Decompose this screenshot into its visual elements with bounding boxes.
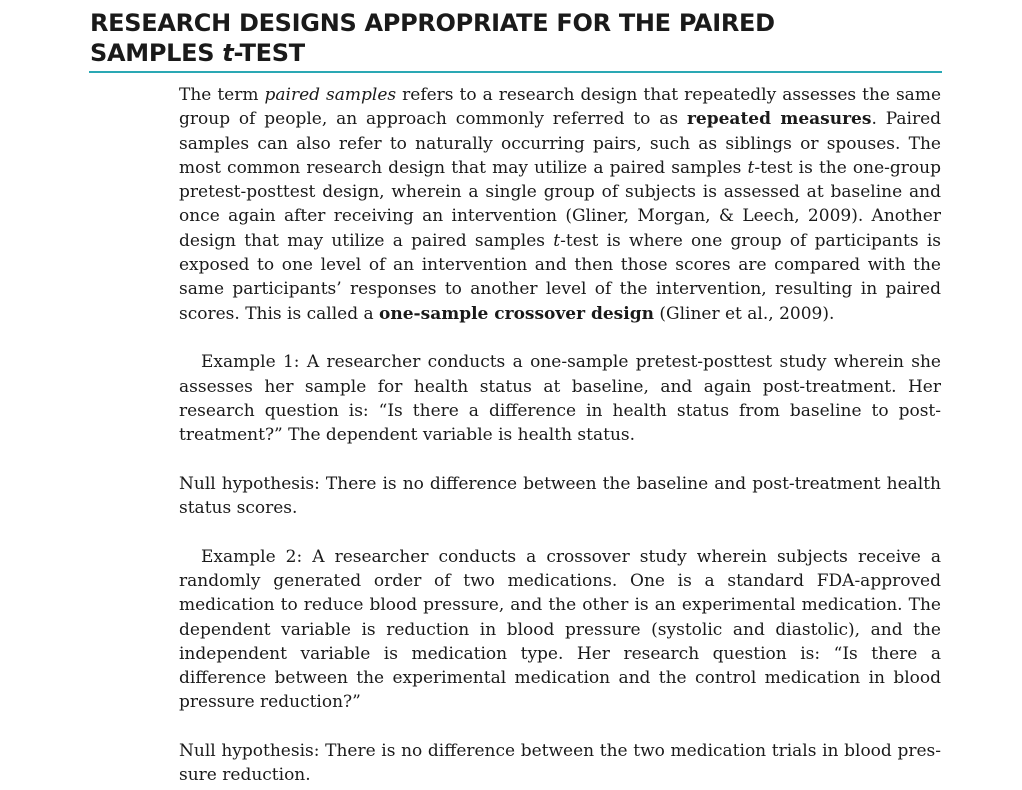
paragraph-intro: [179, 83, 941, 326]
term-paired-samples: paired samples: [264, 85, 397, 105]
example-2-paragraph: Example 2: A researcher conducts a crossover study wherein subjects receive a randomly generated order of two medications. One is a standard FDA-approved medication to reduce blood pressure, and the other is an experimental medication. The dependent variable is reduction in blood pressure (systolic and diastolic), and the independent variable is medication type. Her research question is: “Is there a difference between the experimental medication and the control medication in blood pressure reduction?”: [179, 546, 941, 713]
text-run: (Gliner et al., 2009).: [653, 303, 835, 324]
term-repeated-measures: repeated measures: [686, 109, 872, 130]
heading-line-2-suffix: -TEST: [233, 39, 305, 67]
heading-line-2-prefix: SAMPLES: [90, 39, 223, 67]
text-run: -test is where one group of participants is exposed to one level of an intervention and then those scores are compared with the same participants’ responses to another level of the intervention, resulting in paired scores. This is called a: [179, 230, 941, 324]
text-run: . Paired samples can also refer to naturally occurring pairs, such as siblings or spouses. The most common research design that may utilize a paired samples: [179, 109, 942, 178]
body-text: [179, 83, 941, 788]
italic-t: t: [553, 230, 561, 251]
text-run: The term: [179, 85, 265, 105]
null-hypothesis-2: Null hypothesis: There is no difference between the two medication trials in blood pressure reduction.: [179, 741, 941, 786]
section-heading: [90, 8, 790, 68]
null-hypothesis-1: Null hypothesis: There is no difference between the baseline and post-treatment health status scores.: [179, 473, 941, 519]
heading-line-1: RESEARCH DESIGNS APPROPRIATE FOR THE PAIRED: [90, 9, 775, 37]
heading-divider: [89, 71, 942, 73]
example-1-paragraph: Example 1: A researcher conducts a one-sample pretest-posttest study wherein she assesses her sample for health status at baseline, and again post-treatment. Her research question is: “Is there a difference in health status from baseline to post-treatment?” The dependent variable is health status.: [179, 352, 941, 446]
text-run: -test is the one-group pretest-posttest design, wherein a single group of subjects is assessed at baseline and once again after receiving an intervention (Gliner, Morgan, & Leech, 2009). Another design that may utilize a paired samples: [179, 157, 941, 251]
italic-t: t: [747, 157, 755, 178]
text-run: refers to a research design that repeatedly assesses the same group of people, an approach commonly referred to as: [179, 85, 942, 130]
heading-t-italic: t: [222, 39, 234, 67]
term-one-sample-crossover-design: one-sample crossover design: [379, 303, 654, 324]
